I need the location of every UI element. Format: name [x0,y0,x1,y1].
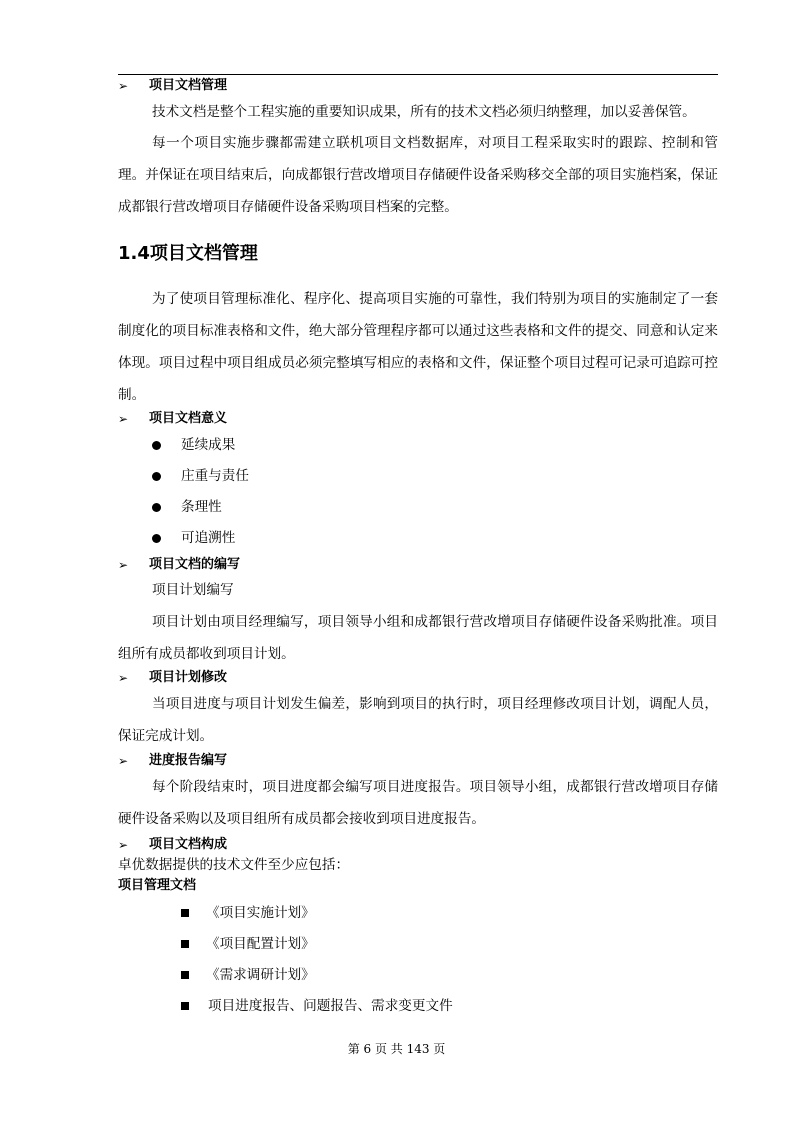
arrow-bullet-icon: ➢ [118,412,129,426]
section-heading: 项目文档的编写 [149,557,241,572]
arrow-bullet-icon: ➢ [118,79,129,93]
paragraph: 当项目进度与项目计划发生偏差，影响到项目的执行时，项目经理修改项目计划，调配人员，保证完成计划。 [118,696,718,744]
paragraph: 技术文档是整个工程实施的重要知识成果，所有的技术文档必须归纳整理，加以妥善保管。 [152,104,696,120]
intro-text: 卓优数据提供的技术文件至少应包括： [118,857,350,873]
bullet-square-icon [181,1002,189,1010]
bullet-square-icon [181,971,189,979]
arrow-bullet-icon: ➢ [118,671,129,685]
section-title: 1.4项目文档管理 [118,243,258,264]
subheading: 项目计划编写 [152,582,234,598]
paragraph: 为了使项目管理标准化、程序化、提高项目实施的可靠性，我们特别为项目的实施制定了一套制度化的项目标准表格和文件，绝大部分管理程序都可以通过这些表格和文件的提交、同意和认定来体现。项目过程中项目组成员必须完整填写相应的表格和文件，保证整个项目过程可记录可追踪可控制。 [118,291,718,403]
list-item: 条理性 [181,499,222,515]
arrow-bullet-icon: ➢ [118,558,129,572]
section-heading: 项目文档意义 [149,411,228,426]
paragraph: 项目计划由项目经理编写，项目领导小组和成都银行营改增项目存储硬件设备采购批准。项目组所有成员都收到项目计划。 [118,614,718,662]
header-rule [118,74,718,75]
arrow-bullet-icon: ➢ [118,838,129,852]
section-heading: 项目文档管理 [149,78,228,93]
bullet-dot-icon [152,534,161,543]
bullet-dot-icon [152,472,161,481]
arrow-bullet-icon: ➢ [118,754,129,768]
bullet-dot-icon [152,441,161,450]
list-item: 项目进度报告、问题报告、需求变更文件 [208,998,453,1014]
bullet-square-icon [181,940,189,948]
bullet-square-icon [181,909,189,917]
list-item: 《需求调研计划》 [206,967,315,983]
list-item: 《项目实施计划》 [206,905,315,921]
paragraph: 每一个项目实施步骤都需建立联机项目文档数据库，对项目工程采取实时的跟踪、控制和管理。并保证在项目结束后，向成都银行营改增项目存储硬件设备采购移交全部的项目实施档案，保证成都银行营改增项目存储硬件设备采购项目档案的完整。 [118,135,718,215]
subheading: 项目管理文档 [118,878,197,893]
list-item: 《项目配置计划》 [206,936,315,952]
list-item: 延续成果 [181,437,236,453]
page-footer: 第 6 页 共 143 页 [347,1042,446,1056]
paragraph: 每个阶段结束时，项目进度都会编写项目进度报告。项目领导小组，成都银行营改增项目存储硬件设备采购以及项目组所有成员都会接收到项目进度报告。 [118,779,718,827]
bullet-dot-icon [152,503,161,512]
section-heading: 进度报告编写 [149,753,228,768]
section-heading: 项目文档构成 [149,837,228,852]
list-item: 庄重与责任 [181,468,249,484]
section-heading: 项目计划修改 [149,670,228,685]
list-item: 可追溯性 [181,530,236,546]
